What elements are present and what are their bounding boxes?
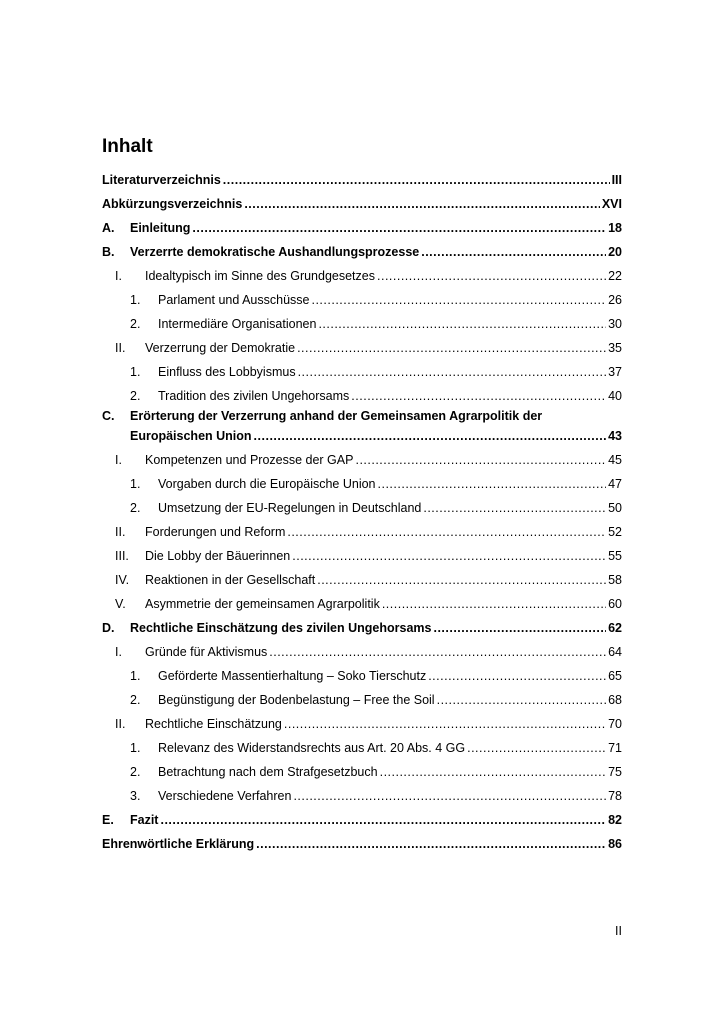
toc-entry-c-iv[interactable] — [115, 571, 622, 589]
toc-entry-b-ii-2[interactable] — [130, 387, 622, 405]
toc-entry-d-i-2[interactable] — [130, 691, 622, 709]
toc-entry-label: Tradition des zivilen Ungehorsams — [158, 389, 350, 403]
toc-entry-d-ii-3[interactable] — [130, 787, 622, 805]
toc-entry-page: 20 — [608, 245, 622, 259]
toc-entry-b-i-1[interactable] — [130, 291, 622, 309]
toc-entry-b-ii-1[interactable] — [130, 363, 622, 381]
toc-entry-c-ii[interactable] — [115, 523, 622, 541]
toc-leader-dots — [317, 571, 606, 589]
toc-entry-a[interactable] — [102, 219, 622, 237]
toc-entry-d[interactable] — [102, 619, 622, 637]
toc-entry-d-i-1[interactable] — [130, 667, 622, 685]
toc-entry-c-i-1[interactable] — [130, 475, 622, 493]
toc-entry-label: Reaktionen in der Gesellschaft — [145, 573, 316, 587]
toc-entry-page: 75 — [608, 765, 622, 779]
toc-entry-label: Umsetzung der EU-Regelungen in Deutschland — [158, 501, 422, 515]
toc-entry-page: 71 — [608, 741, 622, 755]
toc-entry-page: XVI — [601, 197, 622, 211]
toc-entry-number: D. — [102, 621, 115, 635]
toc-entry-page: 68 — [608, 693, 622, 707]
toc-leader-dots — [433, 619, 606, 637]
toc-entry-number: 1. — [130, 477, 141, 491]
toc-entry-page: 26 — [608, 293, 622, 307]
toc-entry-c-iii[interactable] — [115, 547, 622, 565]
toc-entry-number: I. — [115, 453, 122, 467]
toc-leader-dots — [378, 475, 607, 493]
toc-entry-label: Betrachtung nach dem Strafgesetzbuch — [158, 765, 378, 779]
toc-entry-number: IV. — [115, 573, 130, 587]
toc-entry-literaturverzeichnis[interactable] — [102, 171, 622, 189]
toc-leader-dots — [421, 243, 606, 261]
toc-entry-label: Parlament und Ausschüsse — [158, 293, 310, 307]
toc-entry-number: 3. — [130, 789, 141, 803]
toc-entry-label: Rechtliche Einschätzung des zivilen Ungehorsams — [130, 621, 432, 635]
toc-entry-ehrenwoertliche-erklaerung[interactable] — [102, 835, 622, 853]
toc-leader-dots — [269, 643, 606, 661]
toc-entry-label: Abkürzungsverzeichnis — [102, 197, 243, 211]
page-number: II — [615, 924, 622, 938]
toc-leader-dots — [423, 499, 606, 517]
toc-entry-number: A. — [102, 221, 115, 235]
toc-entry-number: V. — [115, 597, 126, 611]
toc-entry-number: 2. — [130, 317, 141, 331]
toc-entry-page: 40 — [608, 389, 622, 403]
toc-leader-dots — [297, 339, 606, 357]
toc-leader-dots — [192, 219, 606, 237]
toc-entry-page: 64 — [608, 645, 622, 659]
toc-entry-b-i[interactable] — [115, 267, 622, 285]
toc-entry-abkuerzungsverzeichnis[interactable] — [102, 195, 622, 213]
toc-leader-dots — [293, 787, 606, 805]
toc-entry-page: 52 — [608, 525, 622, 539]
toc-leader-dots — [284, 715, 606, 733]
toc-entry-page: 86 — [608, 837, 622, 851]
toc-entry-number: 1. — [130, 741, 141, 755]
toc-leader-dots — [244, 195, 600, 213]
toc-entry-page: 18 — [608, 221, 622, 235]
toc-leader-dots — [355, 451, 606, 469]
toc-entry-page: 35 — [608, 341, 622, 355]
toc-leader-dots — [380, 763, 607, 781]
toc-entry-label: Vorgaben durch die Europäische Union — [158, 477, 376, 491]
toc-entry-page: 65 — [608, 669, 622, 683]
toc-entry-label: Literaturverzeichnis — [102, 173, 221, 187]
toc-entry-number: C. — [102, 409, 115, 423]
toc-entry-label: Die Lobby der Bäuerinnen — [145, 549, 291, 563]
toc-entry-page: 58 — [608, 573, 622, 587]
toc-leader-dots — [467, 739, 606, 757]
toc-entry-d-ii[interactable] — [115, 715, 622, 733]
toc-entry-page: 22 — [608, 269, 622, 283]
toc-entry-label: Verzerrte demokratische Aushandlungsprozesse — [130, 245, 420, 259]
toc-entry-page: 45 — [608, 453, 622, 467]
toc-entry-page: 37 — [608, 365, 622, 379]
toc-entry-number: II. — [115, 525, 126, 539]
toc-leader-dots — [428, 667, 606, 685]
toc-entry-number: 2. — [130, 501, 141, 515]
toc-leader-dots — [311, 291, 606, 309]
page-title: Inhalt — [102, 136, 153, 157]
toc-entry-page: 70 — [608, 717, 622, 731]
toc-entry-number: 2. — [130, 765, 141, 779]
toc-leader-dots — [287, 523, 606, 541]
toc-entry-label: Forderungen und Reform — [145, 525, 286, 539]
toc-entry-page: 62 — [608, 621, 622, 635]
toc-entry-label: Geförderte Massentierhaltung – Soko Tierschutz — [158, 669, 427, 683]
toc-entry-d-ii-2[interactable] — [130, 763, 622, 781]
toc-leader-dots — [351, 387, 606, 405]
toc-leader-dots — [437, 691, 607, 709]
toc-entry-b-ii[interactable] — [115, 339, 622, 357]
toc-leader-dots — [223, 171, 610, 189]
toc-entry-label: Europäischen Union — [130, 429, 252, 443]
toc-entry-label: Einfluss des Lobbyismus — [158, 365, 296, 379]
toc-entry-page: 43 — [608, 429, 622, 443]
toc-entry-c-v[interactable] — [115, 595, 622, 613]
toc-entry-label: Erörterung der Verzerrung anhand der Gemeinsamen Agrarpolitik der — [130, 409, 543, 423]
toc-leader-dots — [382, 595, 606, 613]
toc-leader-dots — [254, 427, 607, 445]
toc-entry-number: 2. — [130, 389, 141, 403]
toc-entry-label: Intermediäre Organisationen — [158, 317, 317, 331]
toc-entry-number: I. — [115, 269, 122, 283]
toc-entry-c-first-line[interactable] — [102, 409, 542, 423]
toc-entry-label: Gründe für Aktivismus — [145, 645, 268, 659]
toc-entry-number: B. — [102, 245, 115, 259]
toc-entry-number: E. — [102, 813, 114, 827]
toc-entry-label: Asymmetrie der gemeinsamen Agrarpolitik — [145, 597, 380, 611]
toc-entry-c[interactable] — [130, 427, 622, 445]
toc-entry-label: Idealtypisch im Sinne des Grundgesetzes — [145, 269, 375, 283]
toc-entry-page: 47 — [608, 477, 622, 491]
toc-entry-c-i[interactable] — [115, 451, 622, 469]
toc-entry-label: Verschiedene Verfahren — [158, 789, 292, 803]
toc-entry-e[interactable] — [102, 811, 622, 829]
toc-leader-dots — [318, 315, 606, 333]
toc-entry-page: 30 — [608, 317, 622, 331]
toc-entry-page: 55 — [608, 549, 622, 563]
toc-entry-label: Rechtliche Einschätzung — [145, 717, 282, 731]
toc-entry-label: Begünstigung der Bodenbelastung – Free the Soil — [158, 693, 435, 707]
toc-entry-number: II. — [115, 717, 126, 731]
toc-entry-number: 1. — [130, 669, 141, 683]
toc-entry-c-i-2[interactable] — [130, 499, 622, 517]
toc-leader-dots — [298, 363, 607, 381]
toc-entry-number: II. — [115, 341, 126, 355]
toc-entry-label: Relevanz des Widerstandsrechts aus Art. 20 Abs. 4 GG — [158, 741, 466, 755]
toc-leader-dots — [160, 811, 606, 829]
toc-entry-d-i[interactable] — [115, 643, 622, 661]
toc-entry-label: Kompetenzen und Prozesse der GAP — [145, 453, 354, 467]
toc-entry-page: III — [611, 173, 622, 187]
toc-entry-b[interactable] — [102, 243, 622, 261]
toc-entry-number: 1. — [130, 365, 141, 379]
toc-entry-page: 50 — [608, 501, 622, 515]
toc-entry-label: Einleitung — [130, 221, 191, 235]
toc-entry-page: 60 — [608, 597, 622, 611]
toc-entry-label: Verzerrung der Demokratie — [145, 341, 296, 355]
toc-entry-number: 1. — [130, 293, 141, 307]
toc-entry-page: 78 — [608, 789, 622, 803]
toc-entry-page: 82 — [608, 813, 622, 827]
toc-entry-d-ii-1[interactable] — [130, 739, 622, 757]
toc-entry-number: I. — [115, 645, 122, 659]
toc-leader-dots — [377, 267, 606, 285]
toc-entry-b-i-2[interactable] — [130, 315, 622, 333]
toc-entry-label: Fazit — [130, 813, 159, 827]
toc-leader-dots — [292, 547, 606, 565]
toc-entry-label: Ehrenwörtliche Erklärung — [102, 837, 255, 851]
toc-entry-number: 2. — [130, 693, 141, 707]
toc-entry-number: III. — [115, 549, 129, 563]
toc-leader-dots — [256, 835, 606, 853]
